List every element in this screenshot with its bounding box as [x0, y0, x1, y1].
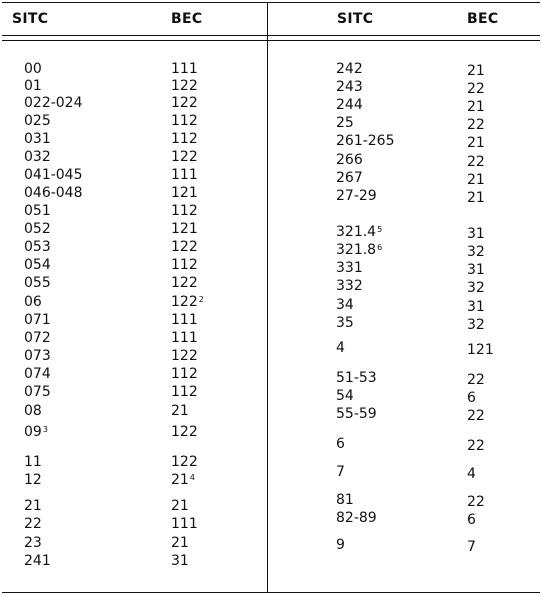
left-sitc-cell-value: 071 — [24, 312, 51, 328]
left-sitc-cell — [24, 516, 42, 532]
left-sitc-cell-value: 053 — [24, 239, 51, 255]
right-sitc-cell — [336, 464, 345, 480]
right-bec-cell — [467, 262, 485, 278]
left-bec-cell-value: 122 — [171, 78, 198, 94]
right-bec-cell — [467, 390, 476, 406]
right-bec-cell-value: 22 — [467, 117, 485, 133]
right-bec-cell-value: 22 — [467, 372, 485, 388]
right-bec-cell-value: 22 — [467, 81, 485, 97]
left-sitc-cell-value: 025 — [24, 113, 51, 129]
left-bec-cell — [171, 203, 198, 219]
left-sitc-cell-value: 073 — [24, 348, 51, 364]
left-bec-cell-value: 122 — [171, 424, 198, 440]
left-bec-cell — [171, 553, 189, 569]
right-sitc-cell — [336, 115, 354, 131]
right-sitc-cell — [336, 436, 345, 452]
right-bec-cell — [467, 135, 485, 151]
right-bec-cell — [467, 117, 485, 133]
left-bec-cell — [171, 312, 198, 328]
right-bec-cell-value: 6 — [467, 390, 476, 406]
right-bec-cell-value: 32 — [467, 280, 485, 296]
right-bec-cell — [467, 408, 485, 424]
right-sitc-cell — [336, 79, 363, 95]
right-bec-cell — [467, 81, 485, 97]
left-sitc-cell-value: 075 — [24, 384, 51, 400]
right-bec-cell — [467, 280, 485, 296]
right-sitc-cell-value: 25 — [336, 115, 354, 131]
left-bec-cell — [171, 95, 198, 111]
right-bec-cell — [467, 372, 485, 388]
left-bec-cell-value: 112 — [171, 384, 198, 400]
left-bec-cell-value: 111 — [171, 516, 198, 532]
left-bec-cell-value: 121 — [171, 221, 198, 237]
right-sitc-cell — [336, 242, 382, 258]
left-bec-cell-value: 122 — [171, 149, 198, 165]
right-sitc-cell — [336, 537, 345, 553]
left-bec-cell — [171, 330, 198, 346]
left-bec-cell-value: 111 — [171, 312, 198, 328]
column-divider — [267, 3, 268, 592]
right-sitc-cell-value: 4 — [336, 340, 345, 356]
right-bec-cell — [467, 244, 485, 260]
left-bec-cell — [171, 535, 189, 551]
left-bec-cell — [171, 366, 198, 382]
right-sitc-cell-value: 27-29 — [336, 188, 377, 204]
right-sitc-cell-value: 332 — [336, 278, 363, 294]
left-sitc-cell — [24, 239, 51, 255]
left-sitc-cell-value: 23 — [24, 535, 42, 551]
right-bec-cell-value: 22 — [467, 494, 485, 510]
left-sitc-cell — [24, 131, 51, 147]
left-bec-header: BEC — [171, 11, 203, 27]
right-bec-cell-value: 32 — [467, 244, 485, 260]
footnote-marker: 4 — [189, 473, 195, 482]
right-bec-cell-value: 21 — [467, 99, 485, 115]
left-bec-cell-value: 122 — [171, 294, 198, 310]
left-bec-cell — [171, 61, 198, 77]
right-sitc-cell — [336, 492, 354, 508]
left-sitc-cell — [24, 384, 51, 400]
right-sitc-cell-value: 321.4 — [336, 224, 377, 240]
left-sitc-cell — [24, 348, 51, 364]
right-sitc-cell — [336, 510, 377, 526]
right-bec-cell-value: 7 — [467, 539, 476, 555]
right-bec-header: BEC — [467, 11, 499, 27]
right-bec-cell-value: 31 — [467, 226, 485, 242]
left-sitc-cell — [24, 185, 83, 201]
left-sitc-cell — [24, 366, 51, 382]
left-sitc-cell-value: 041-045 — [24, 167, 83, 183]
right-sitc-cell-value: 7 — [336, 464, 345, 480]
right-sitc-cell-value: 331 — [336, 260, 363, 276]
right-sitc-cell-value: 244 — [336, 97, 363, 113]
left-sitc-cell-value: 08 — [24, 403, 42, 419]
right-bec-cell-value: 32 — [467, 317, 485, 333]
right-sitc-cell — [336, 340, 345, 356]
right-bec-cell-value: 31 — [467, 262, 485, 278]
footnote-marker: 6 — [377, 243, 383, 252]
left-sitc-cell — [24, 535, 42, 551]
left-bec-cell-value: 112 — [171, 131, 198, 147]
left-bec-cell — [171, 516, 198, 532]
left-bec-cell — [171, 498, 189, 514]
left-bec-cell-value: 21 — [171, 403, 189, 419]
left-sitc-cell-value: 09 — [24, 424, 42, 440]
left-bec-cell-value: 122 — [171, 275, 198, 291]
right-sitc-cell-value: 9 — [336, 537, 345, 553]
left-sitc-cell — [24, 167, 83, 183]
left-sitc-cell — [24, 294, 42, 310]
header-rule-upper — [2, 35, 540, 36]
left-bec-cell-value: 112 — [171, 113, 198, 129]
left-sitc-cell — [24, 454, 42, 470]
left-bec-cell — [171, 403, 189, 419]
left-sitc-header: SITC — [12, 11, 49, 27]
left-sitc-cell-value: 052 — [24, 221, 51, 237]
right-sitc-cell — [336, 406, 377, 422]
left-bec-cell-value: 111 — [171, 167, 198, 183]
right-sitc-cell — [336, 260, 363, 276]
right-sitc-cell-value: 81 — [336, 492, 354, 508]
left-bec-cell — [171, 149, 198, 165]
left-bec-cell-value: 21 — [171, 472, 189, 488]
left-sitc-cell-value: 074 — [24, 366, 51, 382]
right-sitc-cell-value: 82-89 — [336, 510, 377, 526]
left-sitc-cell-value: 00 — [24, 61, 42, 77]
right-bec-cell-value: 21 — [467, 135, 485, 151]
left-bec-cell-value: 111 — [171, 330, 198, 346]
left-bec-cell-value: 122 — [171, 454, 198, 470]
right-sitc-cell — [336, 297, 354, 313]
left-sitc-cell — [24, 403, 42, 419]
right-sitc-cell — [336, 152, 363, 168]
right-sitc-cell — [336, 97, 363, 113]
left-sitc-cell-value: 054 — [24, 257, 51, 273]
left-sitc-cell — [24, 312, 51, 328]
left-bec-cell — [171, 113, 198, 129]
left-sitc-cell-value: 22 — [24, 516, 42, 532]
left-sitc-cell-value: 055 — [24, 275, 51, 291]
footnote-marker: 5 — [377, 225, 383, 234]
left-sitc-cell-value: 11 — [24, 454, 42, 470]
header-rule-lower — [2, 40, 540, 41]
left-sitc-cell-value: 022-024 — [24, 95, 83, 111]
right-bec-cell-value: 4 — [467, 466, 476, 482]
footnote-marker: 2 — [198, 295, 204, 304]
right-sitc-cell-value: 321.8 — [336, 242, 377, 258]
left-sitc-cell — [24, 275, 51, 291]
right-sitc-cell-value: 55-59 — [336, 406, 377, 422]
right-sitc-cell — [336, 133, 395, 149]
right-sitc-cell — [336, 61, 363, 77]
left-sitc-cell — [24, 472, 42, 488]
right-sitc-cell-value: 34 — [336, 297, 354, 313]
bottom-rule — [2, 592, 540, 593]
left-bec-cell — [171, 472, 195, 488]
left-bec-cell — [171, 294, 204, 310]
left-sitc-cell — [24, 113, 51, 129]
right-bec-cell — [467, 317, 485, 333]
right-bec-cell-value: 6 — [467, 512, 476, 528]
right-sitc-cell-value: 6 — [336, 436, 345, 452]
right-sitc-cell — [336, 170, 363, 186]
right-sitc-cell-value: 266 — [336, 152, 363, 168]
left-bec-cell — [171, 239, 198, 255]
right-sitc-cell — [336, 224, 382, 240]
right-bec-cell-value: 22 — [467, 154, 485, 170]
right-bec-cell — [467, 99, 485, 115]
right-bec-cell — [467, 226, 485, 242]
left-sitc-cell-value: 051 — [24, 203, 51, 219]
right-bec-cell — [467, 63, 485, 79]
left-sitc-cell — [24, 95, 83, 111]
left-sitc-cell-value: 031 — [24, 131, 51, 147]
right-sitc-cell — [336, 188, 377, 204]
left-sitc-cell-value: 06 — [24, 294, 42, 310]
left-bec-cell-value: 122 — [171, 239, 198, 255]
left-sitc-cell — [24, 330, 51, 346]
left-sitc-cell-value: 032 — [24, 149, 51, 165]
left-sitc-cell — [24, 61, 42, 77]
left-sitc-cell — [24, 498, 42, 514]
left-bec-cell — [171, 131, 198, 147]
left-bec-cell — [171, 257, 198, 273]
left-sitc-cell-value: 21 — [24, 498, 42, 514]
left-bec-cell — [171, 221, 198, 237]
right-bec-cell — [467, 539, 476, 555]
right-sitc-cell-value: 267 — [336, 170, 363, 186]
left-sitc-cell — [24, 553, 51, 569]
left-sitc-cell-value: 072 — [24, 330, 51, 346]
left-bec-cell-value: 122 — [171, 95, 198, 111]
right-sitc-header: SITC — [337, 11, 374, 27]
left-bec-cell — [171, 348, 198, 364]
left-sitc-cell — [24, 149, 51, 165]
right-bec-cell — [467, 299, 485, 315]
left-sitc-cell-value: 01 — [24, 78, 42, 94]
right-bec-cell — [467, 154, 485, 170]
right-bec-cell — [467, 172, 485, 188]
right-bec-cell-value: 31 — [467, 299, 485, 315]
left-bec-cell-value: 111 — [171, 61, 198, 77]
right-bec-cell — [467, 342, 494, 358]
right-bec-cell-value: 121 — [467, 342, 494, 358]
right-bec-cell — [467, 494, 485, 510]
left-sitc-cell-value: 12 — [24, 472, 42, 488]
right-sitc-cell — [336, 278, 363, 294]
left-bec-cell-value: 112 — [171, 257, 198, 273]
left-bec-cell-value: 21 — [171, 535, 189, 551]
right-sitc-cell-value: 243 — [336, 79, 363, 95]
left-bec-cell-value: 31 — [171, 553, 189, 569]
right-sitc-cell-value: 54 — [336, 388, 354, 404]
left-bec-cell-value: 122 — [171, 348, 198, 364]
left-sitc-cell — [24, 221, 51, 237]
left-bec-cell-value: 112 — [171, 366, 198, 382]
right-sitc-cell-value: 35 — [336, 315, 354, 331]
left-bec-cell-value: 112 — [171, 203, 198, 219]
left-sitc-cell — [24, 424, 48, 440]
right-sitc-cell — [336, 370, 377, 386]
left-bec-cell — [171, 78, 198, 94]
right-sitc-cell — [336, 388, 354, 404]
footnote-marker: 3 — [42, 425, 48, 434]
right-bec-cell-value: 22 — [467, 438, 485, 454]
left-bec-cell — [171, 454, 198, 470]
left-sitc-cell-value: 046-048 — [24, 185, 83, 201]
right-bec-cell — [467, 466, 476, 482]
left-bec-cell-value: 121 — [171, 185, 198, 201]
right-bec-cell-value: 21 — [467, 63, 485, 79]
right-bec-cell — [467, 190, 485, 206]
right-bec-cell — [467, 438, 485, 454]
right-sitc-cell-value: 261-265 — [336, 133, 395, 149]
left-bec-cell — [171, 185, 198, 201]
right-bec-cell-value: 21 — [467, 172, 485, 188]
left-sitc-cell-value: 241 — [24, 553, 51, 569]
left-bec-cell-value: 21 — [171, 498, 189, 514]
top-rule — [2, 2, 540, 3]
right-sitc-cell-value: 242 — [336, 61, 363, 77]
left-bec-cell — [171, 384, 198, 400]
right-sitc-cell — [336, 315, 354, 331]
left-bec-cell — [171, 424, 198, 440]
right-sitc-cell-value: 51-53 — [336, 370, 377, 386]
left-sitc-cell — [24, 78, 42, 94]
left-sitc-cell — [24, 257, 51, 273]
right-bec-cell-value: 21 — [467, 190, 485, 206]
left-bec-cell — [171, 167, 198, 183]
right-bec-cell-value: 22 — [467, 408, 485, 424]
left-bec-cell — [171, 275, 198, 291]
right-bec-cell — [467, 512, 476, 528]
left-sitc-cell — [24, 203, 51, 219]
